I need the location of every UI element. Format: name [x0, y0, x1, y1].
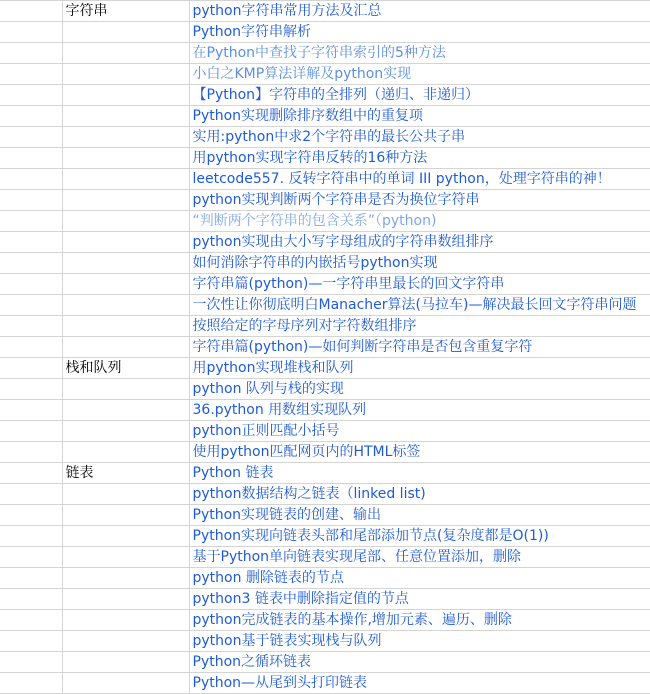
article-link[interactable]: python 删除链表的节点: [189, 568, 650, 589]
article-link[interactable]: python正则匹配小括号: [189, 421, 650, 442]
article-link[interactable]: python实现判断两个字符串是否为换位字符串: [189, 190, 650, 211]
category-cell[interactable]: [62, 421, 189, 442]
article-link[interactable]: python3 链表中删除指定值的节点: [189, 589, 650, 610]
empty-cell[interactable]: [0, 1, 62, 22]
table-row: [0, 589, 650, 610]
category-cell[interactable]: [62, 274, 189, 295]
table-row: [0, 484, 650, 505]
article-link[interactable]: 在Python中查找子字符串索引的5种方法: [189, 43, 650, 64]
category-cell[interactable]: [62, 43, 189, 64]
table-row: [0, 610, 650, 631]
empty-cell[interactable]: [0, 274, 62, 295]
table-row: [0, 211, 650, 232]
table-row: [0, 316, 650, 337]
table-row: [0, 1, 650, 22]
empty-cell[interactable]: [0, 526, 62, 547]
article-link[interactable]: 基于Python单向链表实现尾部、任意位置添加，删除: [189, 547, 650, 568]
empty-cell[interactable]: [0, 43, 62, 64]
article-link[interactable]: Python字符串解析: [189, 22, 650, 43]
empty-cell[interactable]: [0, 400, 62, 421]
table-row: [0, 127, 650, 148]
empty-cell[interactable]: [0, 337, 62, 358]
article-link[interactable]: leetcode557. 反转字符串中的单词 III python，处理字符串的神！: [189, 169, 650, 190]
article-link[interactable]: python字符串常用方法及汇总: [189, 1, 650, 22]
article-link[interactable]: 一次性让你彻底明白Manacher算法(马拉车)—解决最长回文字符串问题: [189, 295, 650, 316]
empty-cell[interactable]: [0, 232, 62, 253]
table-row: [0, 442, 650, 463]
article-link[interactable]: Python实现链表的创建、输出: [189, 505, 650, 526]
table-row: [0, 295, 650, 316]
category-cell[interactable]: [62, 400, 189, 421]
empty-cell[interactable]: [0, 589, 62, 610]
empty-cell[interactable]: [0, 652, 62, 673]
article-link[interactable]: 实用:python中求2个字符串的最长公共子串: [189, 127, 650, 148]
table-row: [0, 337, 650, 358]
category-cell[interactable]: [62, 484, 189, 505]
article-link[interactable]: python基于链表实现栈与队列: [189, 631, 650, 652]
article-link[interactable]: python实现由大小写字母组成的字符串数组排序: [189, 232, 650, 253]
empty-cell[interactable]: [0, 484, 62, 505]
empty-cell[interactable]: [0, 64, 62, 85]
category-cell[interactable]: [62, 316, 189, 337]
table-body: [0, 1, 650, 694]
article-link[interactable]: Python之循环链表: [189, 652, 650, 673]
category-cell[interactable]: [62, 337, 189, 358]
table-row: [0, 505, 650, 526]
empty-cell[interactable]: [0, 358, 62, 379]
table-row: [0, 43, 650, 64]
empty-cell[interactable]: [0, 463, 62, 484]
category-cell[interactable]: [62, 64, 189, 85]
empty-cell[interactable]: [0, 127, 62, 148]
article-link[interactable]: Python—从尾到头打印链表: [189, 673, 650, 694]
category-cell[interactable]: [62, 505, 189, 526]
table-row: [0, 568, 650, 589]
empty-cell[interactable]: [0, 442, 62, 463]
empty-cell[interactable]: [0, 22, 62, 43]
table-row: [0, 190, 650, 211]
category-cell[interactable]: [62, 148, 189, 169]
article-link[interactable]: Python实现向链表头部和尾部添加节点(复杂度都是O(1)): [189, 526, 650, 547]
article-link[interactable]: 按照给定的字母序列对字符数组排序: [189, 316, 650, 337]
table-row: [0, 106, 650, 127]
empty-cell[interactable]: [0, 211, 62, 232]
category-cell[interactable]: [62, 379, 189, 400]
table-row: [0, 526, 650, 547]
empty-cell[interactable]: [0, 568, 62, 589]
article-link[interactable]: 小白之KMP算法详解及python实现: [189, 64, 650, 85]
category-cell[interactable]: [62, 169, 189, 190]
table-row: [0, 253, 650, 274]
article-link[interactable]: 字符串篇(python)—如何判断字符串是否包含重复字符: [189, 337, 650, 358]
table-row: [0, 148, 650, 169]
table-row: [0, 85, 650, 106]
table-row: [0, 547, 650, 568]
article-link[interactable]: Python实现删除排序数组中的重复项: [189, 106, 650, 127]
empty-cell[interactable]: [0, 85, 62, 106]
category-cell[interactable]: [62, 127, 189, 148]
empty-cell[interactable]: [0, 169, 62, 190]
article-link[interactable]: 用python实现字符串反转的16种方法: [189, 148, 650, 169]
empty-cell[interactable]: [0, 106, 62, 127]
empty-cell[interactable]: [0, 190, 62, 211]
article-link[interactable]: 【Python】字符串的全排列（递归、非递归）: [189, 85, 650, 106]
article-link[interactable]: 如何消除字符串的内嵌括号python实现: [189, 253, 650, 274]
empty-cell[interactable]: [0, 610, 62, 631]
table-row: [0, 463, 650, 484]
category-cell[interactable]: [62, 85, 189, 106]
category-cell[interactable]: [62, 673, 189, 694]
table-row: [0, 358, 650, 379]
category-cell[interactable]: [62, 211, 189, 232]
category-cell[interactable]: [62, 652, 189, 673]
table-row: [0, 169, 650, 190]
article-link[interactable]: 用python实现堆栈和队列: [189, 358, 650, 379]
category-cell[interactable]: [62, 442, 189, 463]
category-cell[interactable]: [62, 547, 189, 568]
category-cell[interactable]: [62, 610, 189, 631]
category-cell[interactable]: [62, 589, 189, 610]
article-link[interactable]: 使用python匹配网页内的HTML标签: [189, 442, 650, 463]
empty-cell[interactable]: [0, 295, 62, 316]
category-cell[interactable]: [62, 295, 189, 316]
category-cell[interactable]: [62, 190, 189, 211]
table-row: [0, 673, 650, 694]
category-cell[interactable]: [62, 253, 189, 274]
table-row: [0, 232, 650, 253]
category-cell[interactable]: [62, 232, 189, 253]
table-row: [0, 421, 650, 442]
category-cell[interactable]: [62, 526, 189, 547]
article-link[interactable]: Python 链表: [189, 463, 650, 484]
article-link[interactable]: python完成链表的基本操作,增加元素、遍历、删除: [189, 610, 650, 631]
table-row: [0, 274, 650, 295]
category-cell[interactable]: 字符串: [62, 1, 189, 22]
table-row: [0, 652, 650, 673]
empty-cell[interactable]: [0, 547, 62, 568]
article-link[interactable]: 36.python 用数组实现队列: [189, 400, 650, 421]
empty-cell[interactable]: [0, 505, 62, 526]
empty-cell[interactable]: [0, 631, 62, 652]
table-row: [0, 64, 650, 85]
article-link[interactable]: “判断两个字符串的包含关系”（python): [189, 211, 650, 232]
empty-cell[interactable]: [0, 379, 62, 400]
article-link[interactable]: python数据结构之链表（linked list): [189, 484, 650, 505]
table-row: [0, 379, 650, 400]
empty-cell[interactable]: [0, 253, 62, 274]
category-cell[interactable]: [62, 631, 189, 652]
empty-cell[interactable]: [0, 421, 62, 442]
empty-cell[interactable]: [0, 316, 62, 337]
table-row: [0, 400, 650, 421]
table-row: [0, 22, 650, 43]
table-row: [0, 631, 650, 652]
category-cell[interactable]: 链表: [62, 463, 189, 484]
category-cell[interactable]: 栈和队列: [62, 358, 189, 379]
category-cell[interactable]: [62, 106, 189, 127]
empty-cell[interactable]: [0, 148, 62, 169]
article-link[interactable]: 字符串篇(python)—一字符串里最长的回文字符串: [189, 274, 650, 295]
empty-cell[interactable]: [0, 673, 62, 694]
category-cell[interactable]: [62, 568, 189, 589]
category-cell[interactable]: [62, 22, 189, 43]
article-link[interactable]: python 队列与栈的实现: [189, 379, 650, 400]
